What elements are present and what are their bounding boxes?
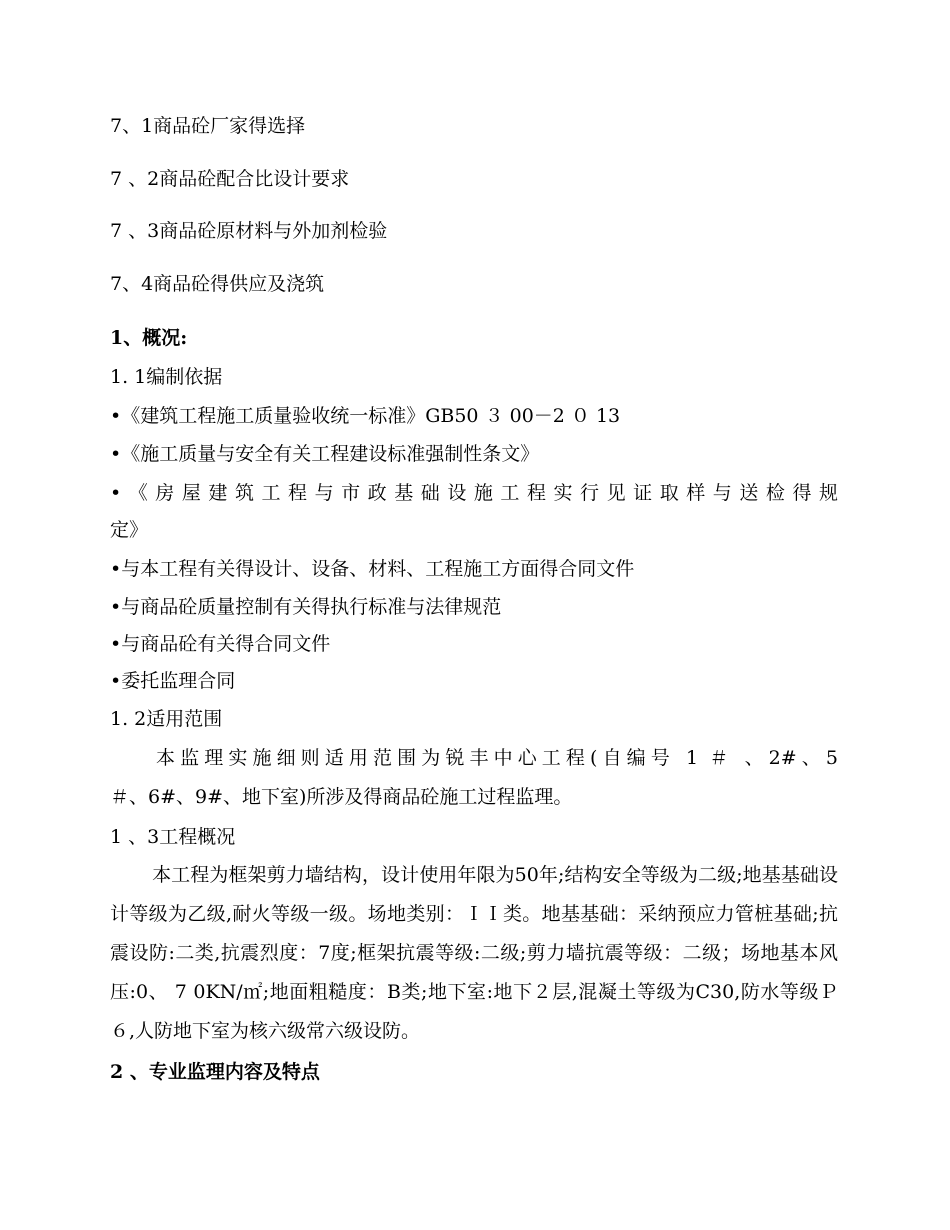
basis-item: •与本工程有关得设计、设备、材料、工程施工方面得合同文件 — [110, 558, 635, 580]
toc-item-7-2: 7 、2商品砼配合比设计要求 — [110, 168, 350, 190]
toc-item-7-3: 7 、3商品砼原材料与外加剂检验 — [110, 220, 388, 242]
basis-item: •与商品砼有关得合同文件 — [110, 633, 331, 655]
basis-item: •《施工质量与安全有关工程建设标准强制性条文》 — [110, 443, 540, 465]
section-1-heading: 1、概况: — [110, 327, 188, 349]
toc-item-7-4: 7、4商品砼得供应及浇筑 — [110, 273, 325, 295]
overview-text: 本工程为框架剪力墙结构，设计使用年限为50年;结构安全等级为二级;地基基础设计等级为乙级,耐火等级一级。场地类别：ＩＩ类。地基基础：采纳预应力管桩基础;抗震设防:二类,抗震烈度：7度;框架抗震等级:二级;剪力墙抗震等级：二级；场地基本风压:0、 7 0KN/㎡;地面粗糙度：Β类;地下室:地下２层,混凝土等级为C30,防水等级Ｐ ６,人防地下室为核六级常六级设防。 — [110, 864, 838, 1042]
toc-item-7-1: 7、1商品砼厂家得选择 — [110, 115, 306, 137]
scope-paragraph-line-1: 本监理实施细则适用范围为锐丰中心工程(自编号 1 ＃ 、2#、5 — [156, 747, 838, 769]
basis-item-continuation: 定》 — [110, 519, 149, 541]
basis-item: •《建筑工程施工质量验收统一标准》GB50 ３ 00－2 ０ 13 — [110, 405, 621, 427]
subsection-1-1-title: 1. 1编制依据 — [110, 366, 223, 388]
basis-item: •《房屋建筑工程与市政基础设施工程实行见证取样与送检得规 — [110, 482, 838, 504]
scope-paragraph-line-2: ＃、6#、9#、地下室)所涉及得商品砼施工过程监理。 — [110, 786, 573, 808]
basis-item: •与商品砼质量控制有关得执行标准与法律规范 — [110, 596, 502, 618]
overview-paragraph — [110, 856, 838, 1051]
basis-item: •委托监理合同 — [110, 670, 236, 692]
subsection-1-2-title: 1. 2适用范围 — [110, 708, 223, 730]
subsection-1-3-title: 1 、3工程概况 — [110, 826, 236, 848]
section-2-heading: 2 、专业监理内容及特点 — [110, 1061, 320, 1083]
